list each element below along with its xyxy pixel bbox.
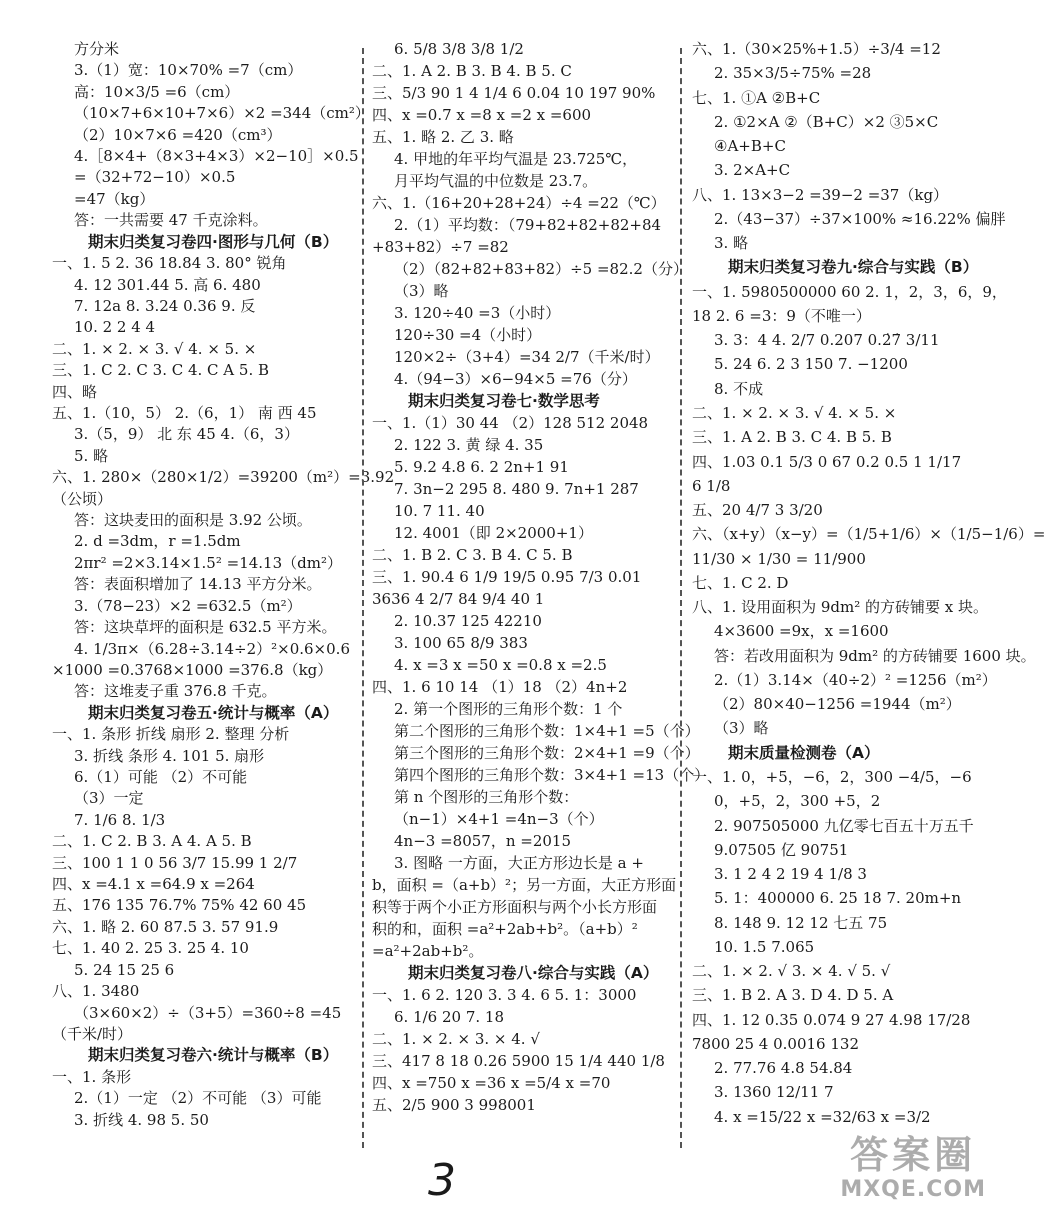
answer-line: 6. 5/8 3/8 3/8 1/2 [394,40,524,58]
answer-line: 2. 907505000 九亿零七百五十万五千 [714,817,974,835]
answer-line: 7800 25 4 0.0016 132 [692,1035,859,1053]
answer-line: 2. 77.76 4.8 54.84 [714,1059,853,1077]
answer-line: 六、（x+y）（x−y）=（1/5+1/6）×（1/5−1/6）= [692,525,1045,543]
answer-line: 四、1.03 0.1 5/3 0 67 0.2 0.5 1 1/17 [692,453,962,471]
answer-line: =a²+2ab+b²。 [372,942,484,960]
answer-line: （10×7+6×10+7×6）×2 =344（cm²） [74,104,370,122]
answer-line: 三、1. 90.4 6 1/9 19/5 0.95 7/3 0.01 [372,568,642,586]
answer-line: ④A+B+C [714,137,786,155]
answer-line: 三、1. C 2. C 3. C 4. C A 5. B [52,361,270,379]
answer-line: 9.07505 亿 90751 [714,841,849,859]
answer-line: （n−1）×4+1 =4n−3（个） [394,810,604,828]
answer-line: 0，+5，2，300 +5，2 [714,792,881,810]
answer-line: 第四个图形的三角形个数：3×4+1 =13（个） [394,766,710,784]
answer-line: 答：一共需要 47 千克涂料。 [74,211,268,229]
answer-line: 3. 3：4 4. 2/7 0.207 0.2̇7̇ 3/11 [714,331,940,349]
answer-line: 3. 2×A+C [714,161,791,179]
answer-line: 一、1. 5 2. 36 18.84 3. 80° 锐角 [52,254,287,272]
answer-line: 4. 12 301.44 5. 高 6. 480 [74,276,261,294]
answer-line: 3636 4 2/7 84 9/4 40 1 [372,590,545,608]
section-heading: 期末归类复习卷九·综合与实践（B） [728,258,979,276]
answer-line: 5. 24 15 25 6 [74,961,175,979]
answer-line: 120×2÷（3+4）=34 2/7（千米/时） [394,348,660,366]
answer-line: 2.（43−37）÷37×100% ≈16.22% 偏胖 [714,210,1006,228]
answer-line: 3. 120÷40 =3（小时） [394,304,561,322]
answer-line: 答：这堆麦子重 376.8 千克。 [74,682,277,700]
answer-line: 4. 1/3π×（6.28÷3.14÷2）²×0.6×0.6 [74,640,350,658]
answer-line: 3. 略 [714,234,749,252]
answer-line: 六、1.（30×25%+1.5）÷3/4 =12 [692,40,941,58]
section-heading: 期末归类复习卷五·统计与概率（A） [88,704,339,722]
answer-line: 2. ①2×A ②（B+C）×2 ③5×C [714,113,939,131]
column-divider-1 [362,48,364,1148]
answer-line: 一、1. 6 2. 120 3. 3 4. 6 5. 1：3000 [372,986,637,1004]
answer-line: 10. 2 2 4 4 [74,318,156,336]
answer-line: 2.（1）平均数：（79+82+82+82+84 [394,216,662,234]
answer-line: 四、x =750 x =36 x =5/4 x =70 [372,1074,611,1092]
answer-line: +83+82）÷7 =82 [372,238,509,256]
answer-line: 答：这块草坪的面积是 632.5 平方米。 [74,618,337,636]
answer-line: 2. 122 3. 黄 绿 4. 35 [394,436,544,454]
answer-line: 4n−3 =8057，n =2015 [394,832,571,850]
column-divider-2 [680,48,682,1148]
answer-line: 5. 9.2 4.8 6. 2 2n+1 91 [394,458,569,476]
answer-line: 2. d =3dm，r =1.5dm [74,532,241,550]
answer-line: 7. 3n−2 295 8. 480 9. 7n+1 287 [394,480,639,498]
answer-line: 120÷30 =4（小时） [394,326,542,344]
answer-line: （3）一定 [74,789,144,807]
answer-line: 六、1. 280×（280×1/2）=39200（m²）=3.92 [52,468,395,486]
answer-line: 4.［8×4+（8×3+4×3）×2−10］×0.5 [74,147,359,165]
answer-line: 二、1. × 2. √ 3. × 4. √ 5. √ [692,962,891,980]
answer-line: 四、略 [52,383,98,401]
answer-line: 3. 折线 4. 98 5. 50 [74,1111,209,1129]
answer-line: （公顷） [52,490,113,508]
answer-line: 18 2. 6 =3：9（不唯一） [692,307,871,325]
answer-line: 5. 24 6. 2 3 150 7. −1200 [714,355,908,373]
answer-line: =47（kg） [74,190,155,208]
answer-line: 5. 1：400000 6. 25 18 7. 20m+n [714,889,962,907]
answer-line: 一、1. 0，+5，−6，2，300 −4/5，−6 [692,768,972,786]
answer-line: 二、1. B 2. C 3. B 4. C 5. B [372,546,573,564]
answer-line: 6 1/8 [692,477,731,495]
answer-line: 方分米 [74,40,120,58]
answer-line: 七、1. 40 2. 25 3. 25 4. 10 [52,939,249,957]
answer-line: 二、1. A 2. B 3. B 4. B 5. C [372,62,572,80]
answer-line: =（32+72−10）×0.5 [74,168,236,186]
answer-line: 一、1. 5980500000 60 2. 1，2，3，6，9， [692,283,1007,301]
answer-line: （3）略 [394,282,449,300]
watermark-logo: 答案圈 MXQE.COM [840,1133,986,1202]
answer-line: 3. 1 2 4 2 19 4 1/8 3 [714,865,867,883]
answer-line: 6.（1）可能 （2）不可能 [74,768,248,786]
answer-line: 第二个图形的三角形个数：1×4+1 =5（个） [394,722,700,740]
answer-line: 八、1. 设用面积为 9dm² 的方砖铺要 x 块。 [692,598,988,616]
answer-line: 三、1. A 2. B 3. C 4. B 5. B [692,428,892,446]
section-heading: 期末质量检测卷（A） [728,744,880,762]
answer-line: （2）（82+82+83+82）÷5 =82.2（分） [394,260,688,278]
answer-line: 一、1. 条形 [52,1068,132,1086]
answer-line: 二、1. × 2. × 3. √ 4. × 5. × [692,404,897,422]
answer-line: （2）80×40−1256 =1944（m²） [714,695,961,713]
answer-line: 四、1. 6 10 14 （1）18 （2）4n+2 [372,678,628,696]
answer-line: 第三个图形的三角形个数：2×4+1 =9（个） [394,744,700,762]
answer-line: （2）10×7×6 =420（cm³） [74,126,282,144]
answer-line: 10. 1.5 7.065 [714,938,815,956]
answer-line: 五、1. 略 2. 乙 3. 略 [372,128,514,146]
answer-line: 2. 10.37 125 42210 [394,612,542,630]
answer-line: 2.（1）3.14×（40÷2）² =1256（m²） [714,671,997,689]
answer-line: 11/30 × 1/30 = 11/900 [692,550,866,568]
answer-line: 积等于两个小正方形面积与两个小长方形面 [372,898,658,916]
answer-line: 4. 甲地的年平均气温是 23.725℃， [394,150,638,168]
answer-line: 八、1. 13×3−2 =39−2 =37（kg） [692,186,949,204]
answer-line: 4. x =3 x =50 x =0.8 x =2.5 [394,656,607,674]
answer-line: 七、1. ①A ②B+C [692,89,821,107]
answer-line: 五、1.（10，5） 2.（6，1） 南 西 45 [52,404,317,422]
answer-line: 3. 折线 条形 4. 101 5. 扇形 [74,747,265,765]
answer-line: b，面积 =（a+b）²；另一方面，大正方形面 [372,876,677,894]
answer-line: 第 n 个图形的三角形个数： [394,788,579,806]
answer-line: 三、1. B 2. A 3. D 4. D 5. A [692,986,894,1004]
answer-line: 5. 略 [74,447,109,465]
answer-line: 3. 100 65 8/9 383 [394,634,528,652]
answer-line: 3.（5，9） 北 东 45 4.（6，3） [74,425,299,443]
answer-line: 8. 148 9. 12 12 七五 75 [714,914,888,932]
answer-line: 3. 图略 一方面，大正方形边长是 a + [394,854,644,872]
answer-line: 八、1. 3480 [52,982,140,1000]
section-heading: 期末归类复习卷六·统计与概率（B） [88,1046,339,1064]
answer-line: 四、x =4.1 x =64.9 x =264 [52,875,255,893]
answer-line: 五、2/5 900 3 998001 [372,1096,536,1114]
answer-line: 二、1. × 2. × 3. × 4. √ [372,1030,540,1048]
answer-line: 4. x =15/22 x =32/63 x =3/2 [714,1108,931,1126]
answer-line: （3）略 [714,719,769,737]
answer-line: 四、x =0.7 x =8 x =2 x =600 [372,106,592,124]
answer-line: 7. 12a 8. 3.24 0.36 9. 反 [74,297,256,315]
answer-line: 三、100 1 1 0 56 3/7 15.99 1 2/7 [52,854,298,872]
answer-line: 7. 1/6 8. 1/3 [74,811,166,829]
answer-line: 3.（78−23）×2 =632.5（m²） [74,597,302,615]
answer-line: 积的和，面积 =a²+2ab+b²。（a+b）² [372,920,638,938]
answer-line: 3.（1）宽：10×70% =7（cm） [74,61,303,79]
answer-line: 答：表面积增加了 14.13 平方分米。 [74,575,322,593]
answer-line: 六、1. 略 2. 60 87.5 3. 57 91.9 [52,918,279,936]
answer-line: 四、1. 12 0.35 0.074 9 27 4.98 17/28 [692,1011,971,1029]
answer-line: 七、1. C 2. D [692,574,789,592]
answer-line: 二、1. × 2. × 3. √ 4. × 5. × [52,340,257,358]
answer-line: 答：若改用面积为 9dm² 的方砖铺要 1600 块。 [714,647,1036,665]
answer-line: 答：这块麦田的面积是 3.92 公顷。 [74,511,312,529]
answer-line: 6. 1/6 20 7. 18 [394,1008,505,1026]
section-heading: 期末归类复习卷八·综合与实践（A） [408,964,659,982]
page-number: 3 [428,1155,456,1206]
answer-line: 10. 7 11. 40 [394,502,485,520]
answer-line: 五、20 4/7 3 3/20 [692,501,823,519]
answer-line: 三、5/3 90 1 4 1/4 6 0.04 10 197 90% [372,84,656,102]
answer-line: 六、1.（16+20+28+24）÷4 =22（℃） [372,194,666,212]
answer-line: 2πr² =2×3.14×1.5² =14.13（dm²） [74,554,342,572]
answer-line: ×1000 =0.3768×1000 =376.8（kg） [52,661,333,679]
answer-line: 8. 不成 [714,380,764,398]
answer-line: 月平均气温的中位数是 23.7。 [394,172,598,190]
section-heading: 期末归类复习卷四·图形与几何（B） [88,233,339,251]
answer-line: 一、1. 条形 折线 扇形 2. 整理 分析 [52,725,290,743]
answer-line: 2.（1）一定 （2）不可能 （3）可能 [74,1089,322,1107]
answer-line: 2. 第一个图形的三角形个数：1 个 [394,700,623,718]
answer-line: 2. 35×3/5÷75% =28 [714,64,872,82]
answer-line: 高：10×3/5 =6（cm） [74,83,240,101]
answer-line: 4×3600 =9x，x =1600 [714,622,889,640]
answer-line: 三、417 8 18 0.26 5900 15 1/4 440 1/8 [372,1052,665,1070]
section-heading: 期末归类复习卷七·数学思考 [408,392,600,410]
answer-line: 4.（94−3）×6−94×5 =76（分） [394,370,637,388]
answer-line: 二、1. C 2. B 3. A 4. A 5. B [52,832,252,850]
answer-line: （千米/时） [52,1025,133,1043]
answer-line: 3. 1360 12/11 7 [714,1083,834,1101]
answer-line: （3×60×2）÷（3+5）=360÷8 =45 [74,1004,342,1022]
answer-line: 五、176 135 76.7% 75% 42 60 45 [52,896,307,914]
answer-line: 一、1.（1）30 44 （2）128 512 2048 [372,414,649,432]
answer-line: 12. 4001（即 2×2000+1） [394,524,593,542]
